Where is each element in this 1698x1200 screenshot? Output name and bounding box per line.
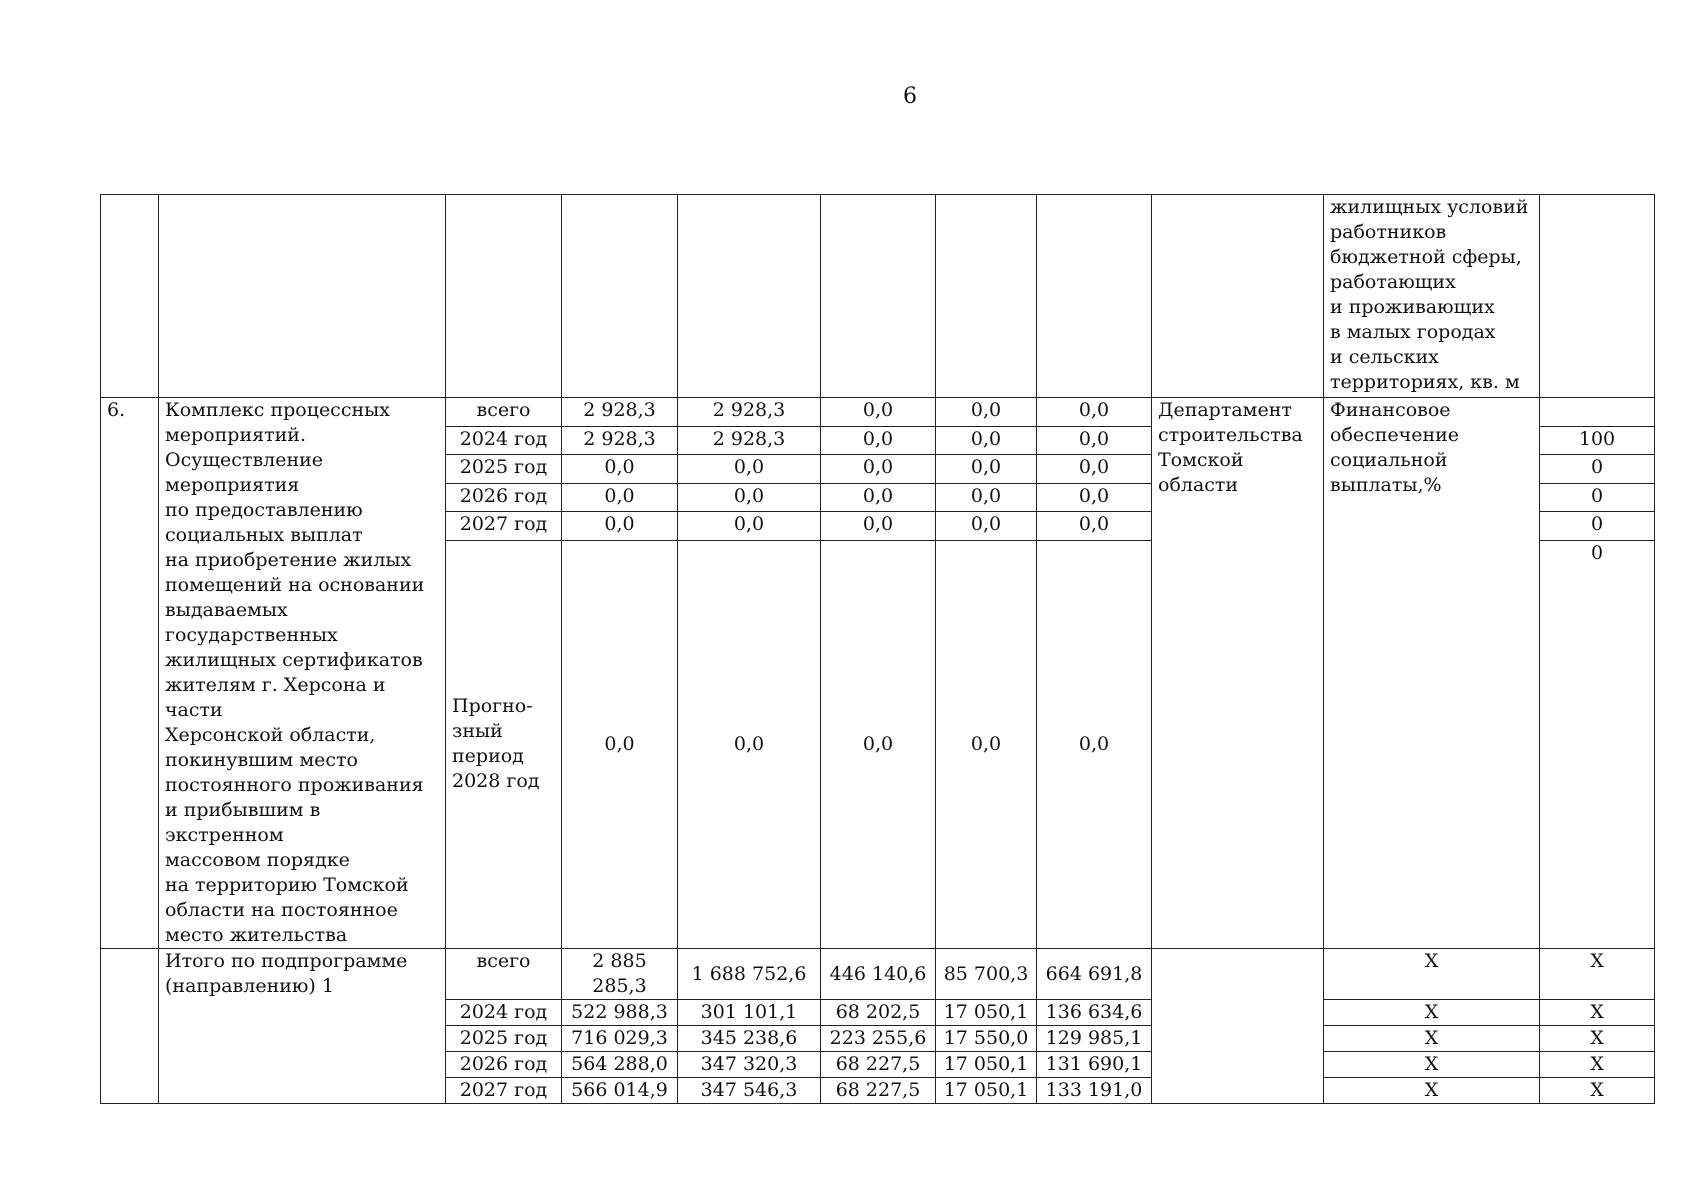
indicator-cell: Финансовое обеспечение социальной выплаты,% [1324, 398, 1540, 949]
value-cell: 0,0 [1037, 455, 1152, 484]
continuation-row [101, 195, 1655, 398]
value-cell: 0,0 [821, 540, 936, 948]
item6-row-total [101, 398, 1655, 427]
page-number: 6 [903, 84, 917, 109]
x-cell: Х [1540, 949, 1655, 1000]
value-cell: 68 202,5 [821, 1000, 936, 1026]
value-cell: 0,0 [936, 398, 1037, 427]
value-cell: 2 928,3 [562, 426, 678, 455]
x-cell: Х [1324, 1078, 1540, 1104]
period-cell: 2025 год [446, 455, 562, 484]
value-cell: 68 227,5 [821, 1052, 936, 1078]
value-cell: 0,0 [678, 483, 821, 512]
x-cell: Х [1324, 1026, 1540, 1052]
value-cell: 0,0 [1037, 483, 1152, 512]
value-cell: 0,0 [936, 512, 1037, 541]
value-cell: 566 014,9 [562, 1078, 678, 1104]
x-cell: Х [1540, 1000, 1655, 1026]
value-cell: 0,0 [562, 483, 678, 512]
value-cell: 0,0 [821, 512, 936, 541]
value-cell: 0,0 [821, 455, 936, 484]
total-row-all [101, 949, 1655, 1000]
target-cell: 100 [1540, 426, 1655, 455]
value-cell: 564 288,0 [562, 1052, 678, 1078]
value-cell: 0,0 [821, 398, 936, 427]
value-cell: 133 191,0 [1037, 1078, 1152, 1104]
value-cell: 0,0 [821, 426, 936, 455]
x-cell: Х [1540, 1078, 1655, 1104]
period-cell: всего [446, 949, 562, 1000]
period-cell: 2026 год [446, 483, 562, 512]
value-cell: 716 029,3 [562, 1026, 678, 1052]
indicator-cell: жилищных условий работников бюджетной сферы, работающих и проживающих в малых городах и сельских территориях, кв. м [1324, 195, 1540, 398]
value-cell: 347 320,3 [678, 1052, 821, 1078]
value-cell: 17 050,1 [936, 1052, 1037, 1078]
value-cell: 2 928,3 [678, 426, 821, 455]
x-cell: Х [1324, 1000, 1540, 1026]
value-cell: 0,0 [562, 512, 678, 541]
period-cell: всего [446, 398, 562, 427]
value-cell: 347 546,3 [678, 1078, 821, 1104]
value-cell: 345 238,6 [678, 1026, 821, 1052]
item-number: 6. [101, 398, 159, 949]
period-cell: 2024 год [446, 1000, 562, 1026]
value-cell: 17 550,0 [936, 1026, 1037, 1052]
period-cell: 2024 год [446, 426, 562, 455]
target-cell: 0 [1540, 540, 1655, 948]
value-cell: 0,0 [1037, 512, 1152, 541]
period-cell: 2027 год [446, 512, 562, 541]
value-cell: 0,0 [678, 512, 821, 541]
period-cell: 2027 год [446, 1078, 562, 1104]
value-cell: 0,0 [678, 455, 821, 484]
value-cell: 17 050,1 [936, 1000, 1037, 1026]
value-cell: 0,0 [936, 426, 1037, 455]
total-label: Итого по подпрограмме (направлению) 1 [159, 949, 446, 1104]
value-cell: 522 988,3 [562, 1000, 678, 1026]
value-cell: 131 690,1 [1037, 1052, 1152, 1078]
value-cell: 0,0 [678, 540, 821, 948]
value-cell: 0,0 [1037, 398, 1152, 427]
value-cell: 301 101,1 [678, 1000, 821, 1026]
value-cell: 664 691,8 [1037, 949, 1152, 1000]
period-cell: Прогно- зный период 2028 год [446, 540, 562, 948]
value-cell: 223 255,6 [821, 1026, 936, 1052]
value-cell: 68 227,5 [821, 1078, 936, 1104]
executor-cell: Департамент строительства Томской области [1152, 398, 1324, 949]
target-cell: 0 [1540, 483, 1655, 512]
value-cell: 2 928,3 [562, 398, 678, 427]
value-cell: 17 050,1 [936, 1078, 1037, 1104]
value-cell: 0,0 [1037, 540, 1152, 948]
target-cell [1540, 398, 1655, 427]
item-description: Комплекс процессных мероприятий. Осуществление мероприятия по предоставлению социальных выплат на приобретение жилых помещений на основании выдаваемых государственных жилищных сертификатов жителям г. Херсона и части Херсонской области, покинувшим место постоянного проживания и прибывшим в экстренном массовом порядке на территорию Томской области на постоянное место жительства [159, 398, 446, 949]
value-cell: 0,0 [936, 540, 1037, 948]
funding-table [100, 194, 1655, 1104]
x-cell: Х [1540, 1052, 1655, 1078]
value-cell: 0,0 [562, 540, 678, 948]
value-cell: 85 700,3 [936, 949, 1037, 1000]
value-cell: 0,0 [936, 455, 1037, 484]
x-cell: Х [1324, 1052, 1540, 1078]
value-cell: 2 928,3 [678, 398, 821, 427]
value-cell: 446 140,6 [821, 949, 936, 1000]
value-cell: 1 688 752,6 [678, 949, 821, 1000]
x-cell: Х [1324, 949, 1540, 1000]
period-cell: 2026 год [446, 1052, 562, 1078]
period-cell: 2025 год [446, 1026, 562, 1052]
target-cell: 0 [1540, 512, 1655, 541]
value-cell: 0,0 [562, 455, 678, 484]
value-cell: 129 985,1 [1037, 1026, 1152, 1052]
value-cell: 0,0 [936, 483, 1037, 512]
target-cell: 0 [1540, 455, 1655, 484]
value-cell: 0,0 [1037, 426, 1152, 455]
value-cell: 136 634,6 [1037, 1000, 1152, 1026]
x-cell: Х [1540, 1026, 1655, 1052]
value-cell: 2 885 285,3 [562, 949, 678, 1000]
value-cell: 0,0 [821, 483, 936, 512]
